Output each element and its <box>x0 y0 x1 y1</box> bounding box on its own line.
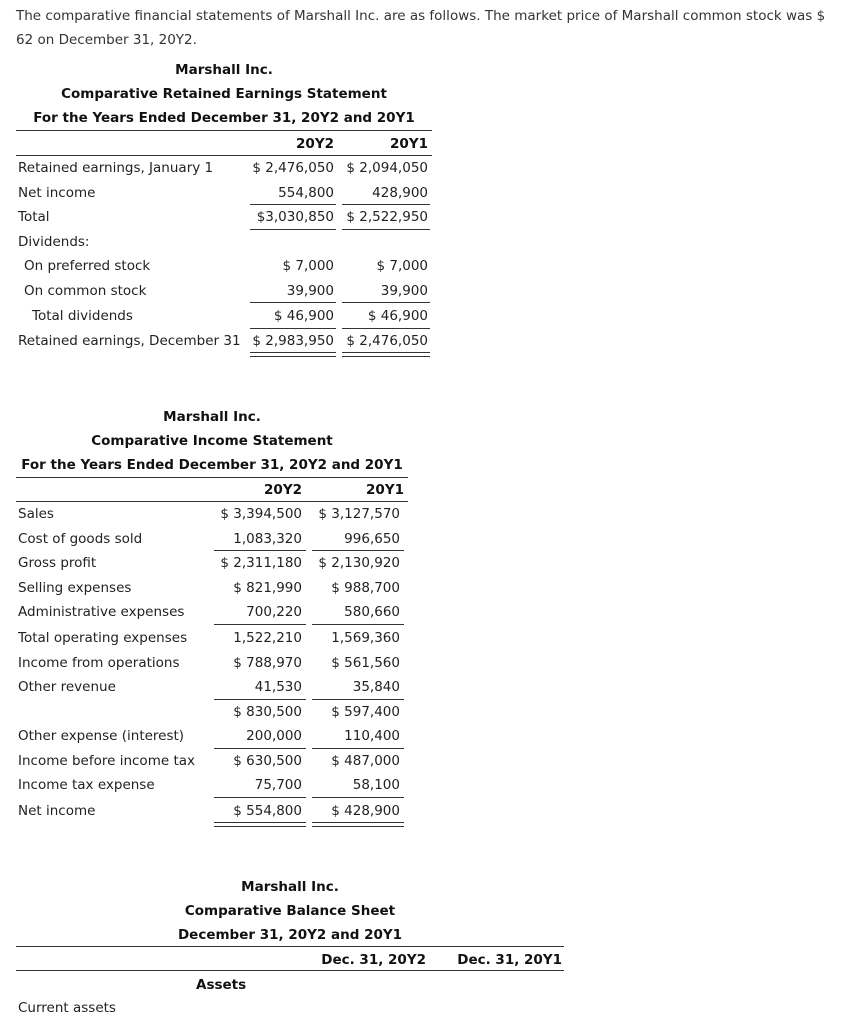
is-row-value-20y2: $ 788,970 <box>233 655 302 671</box>
is-colheader-rule <box>16 501 408 502</box>
bs-colheader-rule <box>16 970 564 971</box>
re-row-label: Net income <box>18 185 96 201</box>
re-row-value-20y1: 428,900 <box>372 185 428 201</box>
bs-col-dec31-20y2: Dec. 31, 20Y2 <box>321 952 426 968</box>
is-row-label: Sales <box>18 506 54 522</box>
re-company: Marshall Inc. <box>175 62 273 78</box>
re-row-value-20y2: 554,800 <box>278 185 334 201</box>
re-subtotal-rule <box>250 229 336 230</box>
re-total-double-rule <box>342 352 430 357</box>
is-subtotal-rule <box>312 699 404 700</box>
re-subtotal-rule <box>250 328 336 329</box>
is-row-label: Other expense (interest) <box>18 728 185 744</box>
re-row-value-20y1: $ 2,094,050 <box>346 160 428 176</box>
bs-header-rule <box>16 946 564 947</box>
re-period: For the Years Ended December 31, 20Y2 and 20Y1 <box>33 110 415 126</box>
bs-period: December 31, 20Y2 and 20Y1 <box>177 927 403 943</box>
is-subtotal-rule <box>214 699 306 700</box>
re-row-label: On common stock <box>24 283 147 299</box>
re-subtotal-rule <box>342 302 430 303</box>
bs-subsection-current-assets: Current assets <box>18 1000 116 1016</box>
is-row-value-20y2: 200,000 <box>246 728 302 744</box>
is-row-value-20y2: $ 2,311,180 <box>220 555 302 571</box>
is-row-value-20y2: 41,530 <box>254 679 302 695</box>
is-row-value-20y2: 700,220 <box>246 604 302 620</box>
is-col-20y2: 20Y2 <box>264 482 302 498</box>
re-row-label: Dividends: <box>18 234 90 250</box>
re-row-value-20y2: $ 7,000 <box>282 258 334 274</box>
intro-text: The comparative financial statements of Marshall Inc. are as follows. The market price of Marshall common stock was $ 62 on December 31, 20Y2. <box>16 8 826 48</box>
is-row-value-20y1: $ 487,000 <box>331 753 400 769</box>
is-period: For the Years Ended December 31, 20Y2 and 20Y1 <box>21 457 403 473</box>
is-col-20y1: 20Y1 <box>366 482 404 498</box>
re-row-value-20y1: $ 2,522,950 <box>346 209 428 225</box>
is-total-double-rule <box>214 822 306 827</box>
re-subtotal-rule <box>250 302 336 303</box>
re-subtotal-rule <box>342 328 430 329</box>
is-row-value-20y1: 35,840 <box>352 679 400 695</box>
re-subtotal-rule <box>250 204 336 205</box>
re-row-value-20y2: $ 46,900 <box>273 308 334 324</box>
is-subtotal-rule <box>214 624 306 625</box>
re-row-value-20y2: 39,900 <box>286 283 334 299</box>
is-row-value-20y2: $ 630,500 <box>233 753 302 769</box>
is-subtotal-rule <box>312 797 404 798</box>
is-subtotal-rule <box>312 550 404 551</box>
is-row-value-20y2: 1,522,210 <box>233 630 302 646</box>
is-row-label: Cost of goods sold <box>18 531 143 547</box>
is-subtotal-rule <box>312 748 404 749</box>
is-row-label: Total operating expenses <box>18 630 188 646</box>
is-row-label: Income tax expense <box>18 777 155 793</box>
is-title: Comparative Income Statement <box>91 433 333 449</box>
is-row-value-20y1: 110,400 <box>344 728 400 744</box>
re-row-value-20y1: $ 7,000 <box>376 258 428 274</box>
re-header-rule <box>16 130 432 131</box>
is-row-value-20y1: 1,569,360 <box>331 630 400 646</box>
is-row-label: Gross profit <box>18 555 97 571</box>
re-row-value-20y1: $ 2,476,050 <box>346 333 428 349</box>
re-subtotal-rule <box>342 204 430 205</box>
is-row-value-20y2: $ 3,394,500 <box>220 506 302 522</box>
is-row-label: Other revenue <box>18 679 116 695</box>
is-subtotal-rule <box>312 624 404 625</box>
is-row-value-20y2: 75,700 <box>254 777 302 793</box>
is-subtotal-rule <box>214 797 306 798</box>
is-total-double-rule <box>312 822 404 827</box>
re-row-value-20y2: $3,030,850 <box>256 209 334 225</box>
re-colheader-rule <box>16 155 432 156</box>
is-subtotal-rule <box>214 748 306 749</box>
is-row-label: Selling expenses <box>18 580 132 596</box>
re-total-double-rule <box>250 352 336 357</box>
is-row-value-20y1: 580,660 <box>344 604 400 620</box>
re-subtotal-rule <box>342 229 430 230</box>
re-row-label: Total <box>18 209 50 225</box>
is-row-value-20y2: 1,083,320 <box>233 531 302 547</box>
re-row-value-20y2: $ 2,476,050 <box>252 160 334 176</box>
re-col-20y2: 20Y2 <box>296 136 334 152</box>
is-row-value-20y1: 996,650 <box>344 531 400 547</box>
is-row-value-20y1: $ 2,130,920 <box>318 555 400 571</box>
bs-section-assets: Assets <box>196 977 247 993</box>
is-header-rule <box>16 477 408 478</box>
re-row-value-20y1: 39,900 <box>380 283 428 299</box>
re-row-label: Total dividends <box>32 308 133 324</box>
is-row-label: Administrative expenses <box>18 604 185 620</box>
is-row-label: Net income <box>18 803 96 819</box>
is-subtotal-rule <box>214 550 306 551</box>
re-row-label: Retained earnings, January 1 <box>18 160 214 176</box>
re-row-value-20y1: $ 46,900 <box>367 308 428 324</box>
re-col-20y1: 20Y1 <box>390 136 428 152</box>
bs-col-dec31-20y1: Dec. 31, 20Y1 <box>457 952 562 968</box>
is-row-label: Income before income tax <box>18 753 195 769</box>
re-row-label: On preferred stock <box>24 258 151 274</box>
is-row-value-20y2: $ 821,990 <box>233 580 302 596</box>
is-company: Marshall Inc. <box>163 409 261 425</box>
is-row-value-20y2: $ 554,800 <box>233 803 302 819</box>
is-row-value-20y1: $ 988,700 <box>331 580 400 596</box>
is-row-value-20y1: 58,100 <box>352 777 400 793</box>
bs-title: Comparative Balance Sheet <box>184 903 396 919</box>
is-row-value-20y1: $ 561,560 <box>331 655 400 671</box>
is-row-label: Income from operations <box>18 655 180 671</box>
is-row-value-20y1: $ 597,400 <box>331 704 400 720</box>
re-row-label: Retained earnings, December 31 <box>18 333 241 349</box>
is-row-value-20y2: $ 830,500 <box>233 704 302 720</box>
bs-company: Marshall Inc. <box>241 879 339 895</box>
is-row-value-20y1: $ 428,900 <box>331 803 400 819</box>
re-title: Comparative Retained Earnings Statement <box>61 86 387 102</box>
re-row-value-20y2: $ 2,983,950 <box>252 333 334 349</box>
is-row-value-20y1: $ 3,127,570 <box>318 506 400 522</box>
